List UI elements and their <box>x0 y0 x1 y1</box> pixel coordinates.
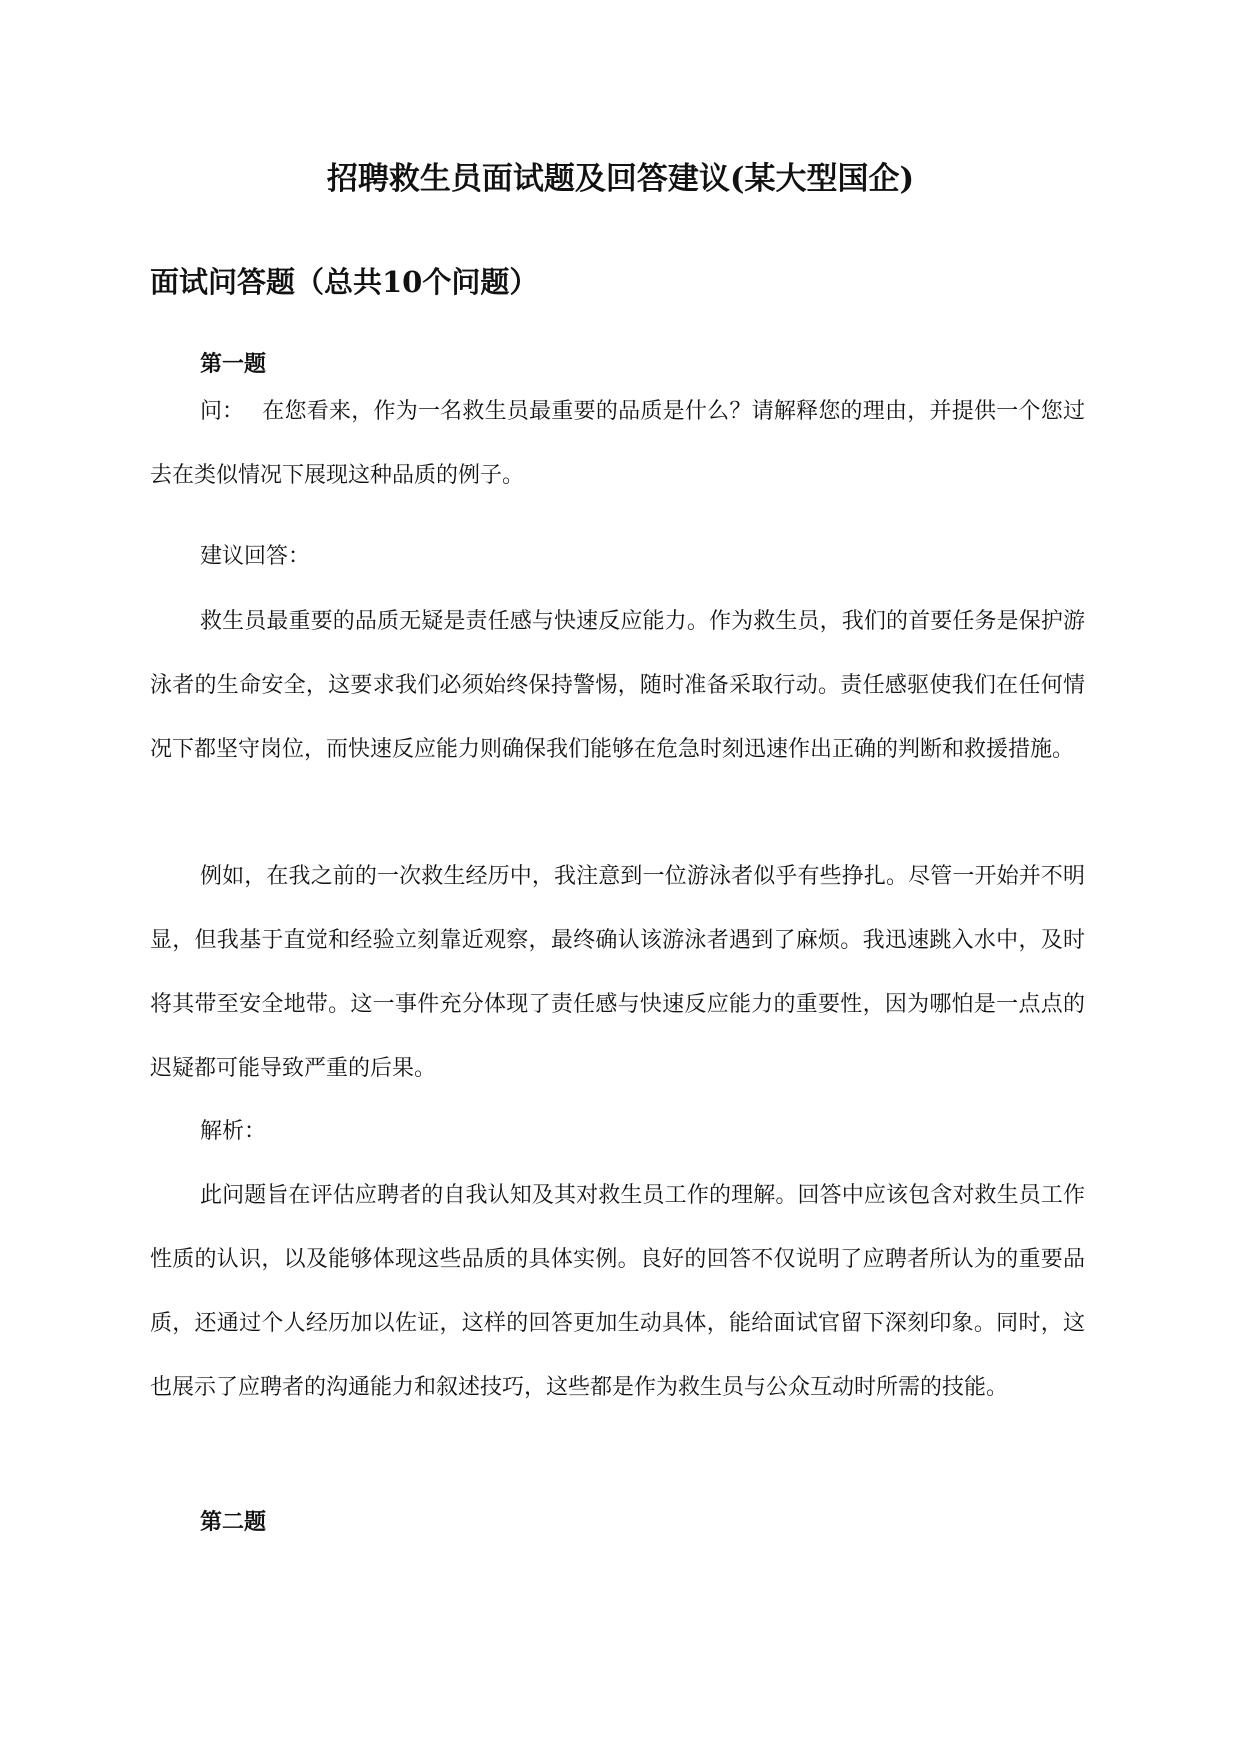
answer-paragraph: 救生员最重要的品质无疑是责任感与快速反应能力。作为救生员，我们的首要任务是保护游泳者的生命安全，这要求我们必须始终保持警惕，随时准备采取行动。责任感驱使我们在任何情况下都坚守岗位，而快速反应能力则确保我们能够在危急时刻迅速作出正确的判断和救援措施。 <box>150 609 1085 762</box>
analysis-label: 解析： <box>200 1119 267 1144</box>
question-1-text <box>150 380 1085 508</box>
question-prefix: 问： <box>200 399 245 424</box>
question-body: 在您看来，作为一名救生员最重要的品质是什么？请解释您的理由，并提供一个您过去在类似情况下展现这种品质的例子。 <box>150 399 1085 488</box>
suggested-answer-label: 建议回答： <box>200 544 311 569</box>
question-1-heading: 第一题 <box>200 351 267 377</box>
document-title: 招聘救生员面试题及回答建议(某大型国企) <box>326 161 915 197</box>
answer-paragraph: 例如，在我之前的一次救生经历中，我注意到一位游泳者似乎有些挣扎。尽管一开始并不明显，但我基于直觉和经验立刻靠近观察，最终确认该游泳者遇到了麻烦。我迅速跳入水中，及时将其带至安全地带。这一事件充分体现了责任感与快速反应能力的重要性，因为哪怕是一点点的迟疑都可能导致严重的后果。 <box>150 864 1085 1081</box>
question-2-heading: 第二题 <box>200 1509 267 1535</box>
section-heading: 面试问答题（总共10个问题） <box>150 265 539 299</box>
analysis-text: 此问题旨在评估应聘者的自我认知及其对救生员工作的理解。回答中应该包含对救生员工作性质的认识，以及能够体现这些品质的具体实例。良好的回答不仅说明了应聘者所认为的重要品质，还通过个人经历加以佐证，这样的回答更加生动具体，能给面试官留下深刻印象。同时，这也展示了应聘者的沟通能力和叙述技巧，这些都是作为救生员与公众互动时所需的技能。 <box>150 1183 1085 1400</box>
